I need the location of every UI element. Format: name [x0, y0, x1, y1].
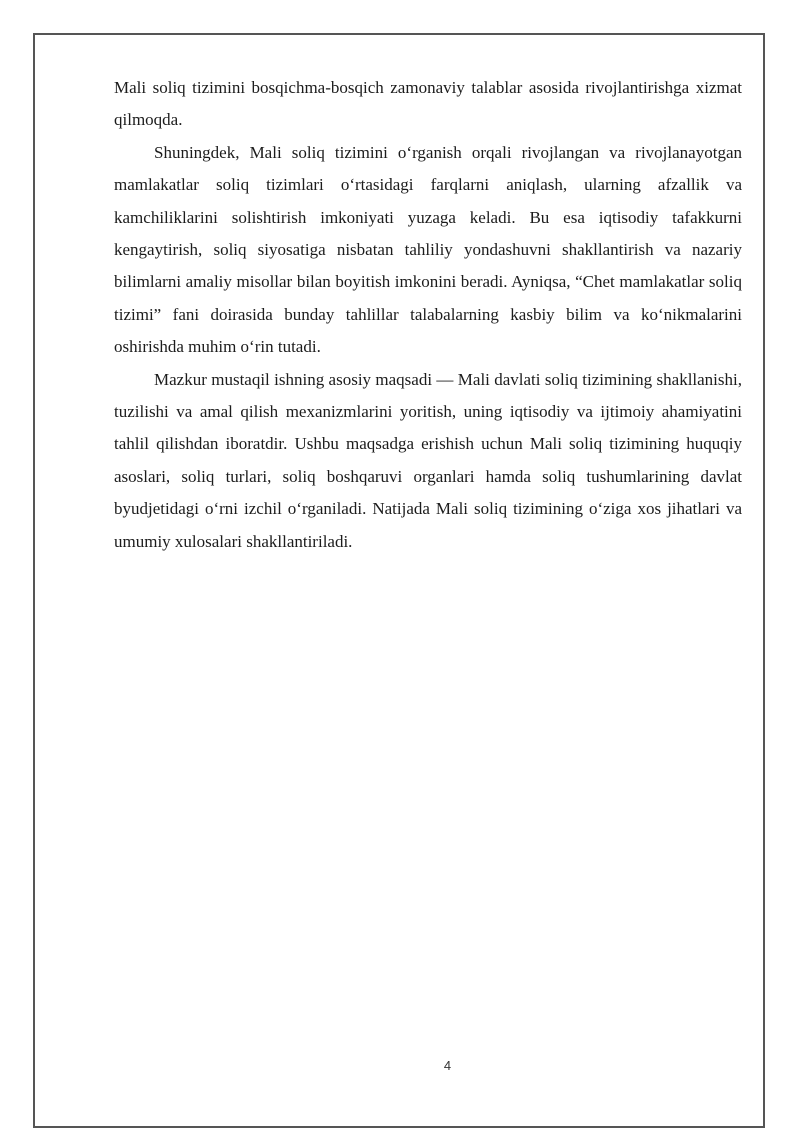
paragraph-continuation: Mali soliq tizimini bosqichma-bosqich zamonaviy talablar asosida rivojlantirishga xizmat qilmoqda.: [114, 78, 742, 130]
document-body: [114, 72, 742, 558]
paragraph-comparison: Shuningdek, Mali soliq tizimini oʻrganish orqali rivojlangan va rivojlanayotgan mamlakatlar soliq tizimlari oʻrtasidagi farqlarni aniqlash, ularning afzallik va kamchiliklarini solishtirish imkoniyati yuzaga keladi. Bu esa iqtisodiy tafakkurni kengaytirish, soliq siyosatiga nisbatan tahliliy yondashuvni shakllantirish va nazariy bilimlarni amaliy misollar bilan boyitish imkonini beradi. Ayniqsa, “Chet mamlakatlar soliq tizimi” fani doirasida bunday tahlillar talabalarning kasbiy bilim va koʻnikmalarini oshirishda muhim oʻrin tutadi.: [114, 142, 742, 357]
page-number: 4: [443, 1058, 452, 1073]
paragraph-purpose: Mazkur mustaqil ishning asosiy maqsadi — Mali davlati soliq tizimining shakllanishi, tuzilishi va amal qilish mexanizmlarini yoritish, uning iqtisodiy va ijtimoiy ahamiyatini tahlil qilishdan iboratdir. Ushbu maqsadga erishish uchun Mali soliq tizimining huquqiy asoslari, soliq turlari, soliq boshqaruvi organlari hamda soliq tushumlarining davlat byudjetidagi oʻrni izchil oʻrganiladi. Natijada Mali soliq tizimining oʻziga xos jihatlari va umumiy xulosalari shakllantiriladi.: [114, 369, 742, 551]
